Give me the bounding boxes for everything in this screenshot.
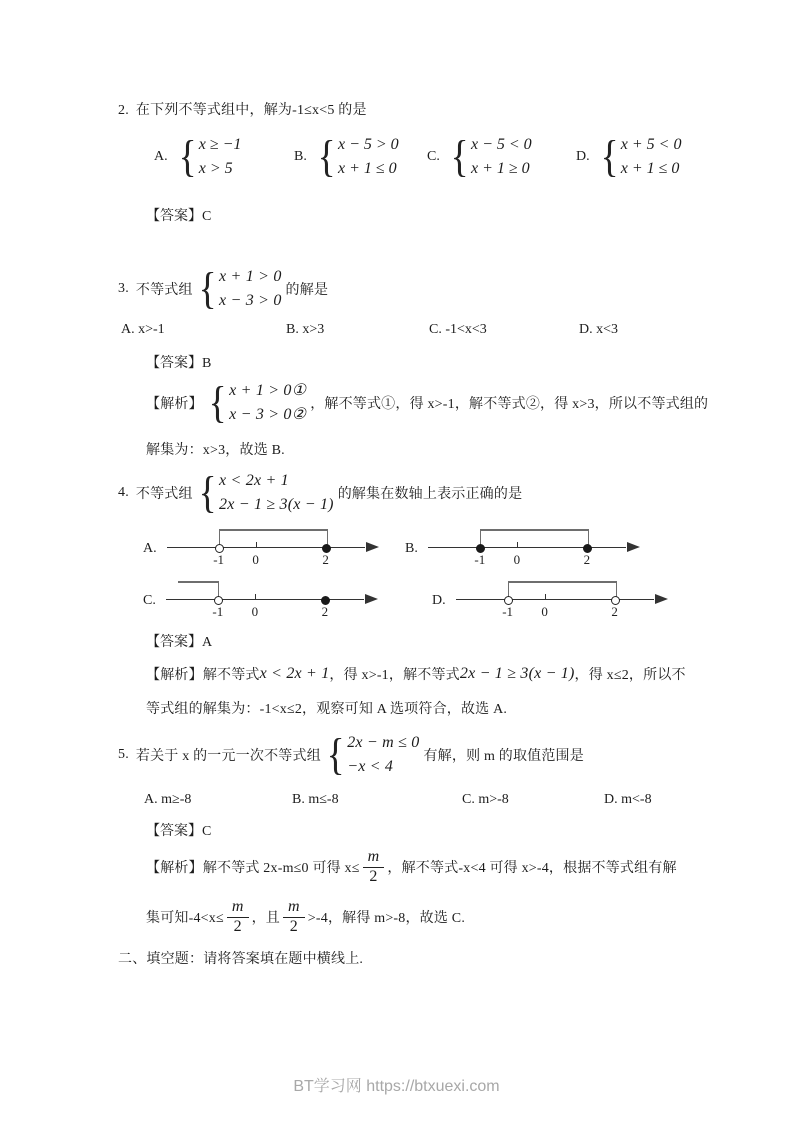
question-3-analysis-line-2: 解集为：x>3，故选 B. [146, 443, 285, 458]
stem-post-text: 的解是 [285, 283, 329, 298]
number-line [158, 575, 380, 627]
numberline-row-1 [118, 523, 695, 575]
option-label: A. [121, 322, 135, 337]
system-line-1: x − 5 > 0 [337, 136, 399, 153]
analysis-text: >-4，解得 m>-8，故选 C. [307, 911, 466, 926]
brace-glyph: { [450, 132, 469, 182]
number-line [448, 575, 670, 627]
brace-glyph: { [178, 132, 197, 182]
inequality-system [197, 469, 334, 517]
brace-glyph: { [208, 378, 227, 428]
analysis-text: ，解不等式-x<4 可得 x>-4，根据不等式组有解 [387, 861, 677, 876]
fraction-denominator: 2 [289, 917, 298, 935]
option-d [576, 133, 685, 181]
question-2 [118, 99, 695, 225]
fraction-denominator: 2 [369, 867, 378, 885]
system-line-1: x + 1 > 0 [219, 268, 282, 285]
analysis-text: ，得 x>-1，解不等式 [329, 668, 460, 683]
question-5-analysis-line-1 [146, 842, 695, 892]
answer-label: 【答案】 [146, 356, 202, 371]
question-number: 3. [118, 281, 129, 296]
inequality-system [599, 133, 682, 181]
brace-glyph: { [326, 730, 345, 780]
range-bracket [480, 529, 589, 549]
question-5-options [118, 792, 695, 811]
question-3-stem [118, 265, 695, 313]
axis-arrow [627, 542, 640, 552]
option-label: B. [292, 792, 305, 807]
option-text: x>3 [302, 322, 325, 337]
system-line-2: x − 3 > 0 [219, 292, 282, 309]
answer-letter: B [202, 356, 212, 371]
stem-post-text: 有解，则 m 的取值范围是 [423, 749, 584, 764]
stem-pre-text: 不等式组 [135, 283, 193, 298]
question-number: 4. [118, 485, 129, 500]
question-2-options [118, 133, 695, 197]
option-label: A. [143, 541, 157, 556]
tick-label: 2 [322, 552, 329, 567]
zero-tick [255, 594, 256, 600]
inequality-system [316, 133, 399, 181]
system-line-1: x ≥ −1 [198, 136, 242, 153]
question-number: 5. [118, 747, 129, 762]
tick-label: 2 [611, 604, 618, 619]
fraction-numerator: m [227, 898, 249, 917]
option-b [286, 322, 324, 338]
tick-label: -1 [474, 552, 486, 567]
site-footer: BT学习网 https://btxuexi.com [293, 1078, 500, 1095]
zero-tick [256, 542, 257, 548]
fraction-m-over-2 [227, 898, 249, 936]
option-label: C. [429, 322, 442, 337]
range-bracket [508, 581, 617, 601]
numberline-option-c [143, 575, 380, 627]
fraction-denominator: 2 [233, 917, 242, 935]
inequality-system [177, 133, 242, 181]
question-2-stem [118, 99, 695, 119]
axis-arrow [655, 594, 668, 604]
option-label: C. [462, 792, 475, 807]
analysis-text: ，且 [251, 911, 281, 926]
option-b [294, 133, 403, 181]
analysis-label: 【解析】 [146, 397, 203, 412]
tick-label: -1 [502, 604, 514, 619]
option-label: D. [576, 149, 590, 164]
inequality-system [197, 265, 282, 313]
tick-label: 0 [513, 552, 521, 567]
option-text: m>-8 [478, 792, 509, 807]
option-c [429, 322, 487, 338]
axis-arrow [366, 542, 379, 552]
tick-label: 2 [583, 552, 591, 567]
tick-label: -1 [213, 552, 225, 567]
option-a [144, 792, 191, 808]
question-4-stem [118, 469, 695, 517]
numberline-option-a [143, 523, 381, 575]
question-2-answer [146, 205, 695, 225]
answer-letter: C [202, 209, 212, 224]
option-a [154, 133, 245, 181]
question-stem-text: 在下列不等式组中，解为-1≤x<5 的是 [135, 103, 367, 118]
option-b [292, 792, 339, 808]
system-line-2: x > 5 [198, 160, 233, 177]
option-label: C. [427, 149, 440, 164]
system-line-1: x + 5 < 0 [620, 136, 682, 153]
numberline-row-2 [118, 575, 695, 627]
analysis-label: 【解析】 [146, 861, 203, 876]
inequality-system [449, 133, 532, 181]
answer-label: 【答案】 [146, 635, 202, 650]
range-bracket [219, 529, 328, 549]
option-d [579, 322, 618, 338]
brace-glyph: { [600, 132, 619, 182]
inequality-system [207, 379, 306, 427]
question-5-answer [146, 820, 695, 840]
option-label: A. [154, 149, 168, 164]
system-line-2: x + 1 ≤ 0 [620, 160, 680, 177]
system-line-1: x − 5 < 0 [470, 136, 532, 153]
numberline-option-b [405, 523, 642, 575]
brace-glyph: { [198, 468, 217, 518]
system-line-1: x < 2x + 1 [219, 472, 289, 489]
system-line-2: 2x − 1 ≥ 3(x − 1) [219, 496, 334, 513]
question-3-analysis-line-1 [146, 378, 709, 428]
stem-pre-text: 不等式组 [135, 487, 193, 502]
analysis-math: 2x − 1 ≥ 3(x − 1) [459, 665, 575, 682]
option-label: B. [286, 322, 299, 337]
inequality-system [325, 731, 420, 779]
section-2-header: 二、填空题：请将答案填在题中横线上. [118, 952, 364, 967]
brace-glyph: { [198, 264, 217, 314]
number-line [159, 523, 381, 575]
system-line-1: 2x − m ≤ 0 [347, 734, 420, 751]
brace-glyph: { [317, 132, 336, 182]
zero-tick [545, 594, 546, 600]
answer-letter: C [202, 824, 212, 839]
option-c [427, 133, 536, 181]
option-label: A. [144, 792, 158, 807]
tick-label: 0 [251, 604, 259, 619]
question-5-stem [118, 731, 695, 779]
fraction-numerator: m [283, 898, 305, 917]
option-label: D. [579, 322, 593, 337]
system-line-2: x + 1 ≥ 0 [470, 160, 530, 177]
axis-arrow [365, 594, 378, 604]
question-4-analysis-line-2: 等式组的解集为：-1<x≤2，观察可知 A 选项符合，故选 A. [146, 702, 508, 717]
analysis-text: ，解不等式①，得 x>-1，解不等式②，得 x>3，所以不等式组的 [310, 397, 709, 412]
question-5 [118, 731, 695, 942]
analysis-text: ，得 x≤2，所以不 [574, 668, 686, 683]
system-line-2: x + 1 ≤ 0 [337, 160, 397, 177]
option-label: D. [604, 792, 618, 807]
option-c [462, 792, 509, 808]
option-text: m<-8 [621, 792, 652, 807]
answer-label: 【答案】 [146, 209, 202, 224]
question-4-answer [146, 631, 695, 651]
analysis-text: 解不等式 2x-m≤0 可得 x≤ [202, 861, 360, 876]
system-line-2: −x < 4 [347, 758, 394, 775]
system-line-1: x + 1 > 0① [229, 382, 307, 399]
analysis-label: 【解析】 [146, 668, 203, 683]
question-3 [118, 264, 709, 459]
fraction-numerator: m [363, 848, 385, 867]
option-label: C. [143, 593, 156, 608]
tick-label: -1 [212, 604, 224, 619]
option-text: x>-1 [138, 322, 165, 337]
fraction-m-over-2 [363, 848, 385, 886]
option-a [121, 322, 165, 338]
question-number: 2. [118, 103, 129, 118]
option-label: D. [432, 593, 446, 608]
question-4-analysis-line-1 [146, 664, 695, 684]
analysis-text: 解不等式 [202, 668, 260, 683]
option-label: B. [294, 149, 307, 164]
analysis-text: 集可知-4<x≤ [146, 911, 224, 926]
analysis-math: x < 2x + 1 [259, 665, 330, 682]
option-text: m≤-8 [308, 792, 339, 807]
option-text: m≥-8 [161, 792, 192, 807]
option-label: B. [405, 541, 418, 556]
question-3-options [118, 322, 695, 341]
option-d [604, 792, 652, 808]
answer-label: 【答案】 [146, 824, 202, 839]
question-3-answer [146, 352, 695, 372]
zero-tick [517, 542, 518, 548]
question-5-analysis-line-2 [146, 892, 695, 942]
option-text: -1<x<3 [445, 322, 487, 337]
fraction-m-over-2 [283, 898, 305, 936]
tick-label: 0 [541, 604, 548, 619]
question-4 [118, 469, 695, 718]
answer-letter: A [202, 635, 213, 650]
range-bracket-left [178, 581, 219, 601]
tick-label: 2 [321, 604, 329, 619]
option-text: x<3 [596, 322, 619, 337]
tick-label: 0 [252, 552, 259, 567]
stem-pre-text: 若关于 x 的一元一次不等式组 [135, 749, 321, 764]
system-line-2: x − 3 > 0② [229, 406, 307, 423]
numberline-option-d [432, 575, 670, 627]
stem-post-text: 的解集在数轴上表示正确的是 [337, 487, 523, 502]
number-line [420, 523, 642, 575]
